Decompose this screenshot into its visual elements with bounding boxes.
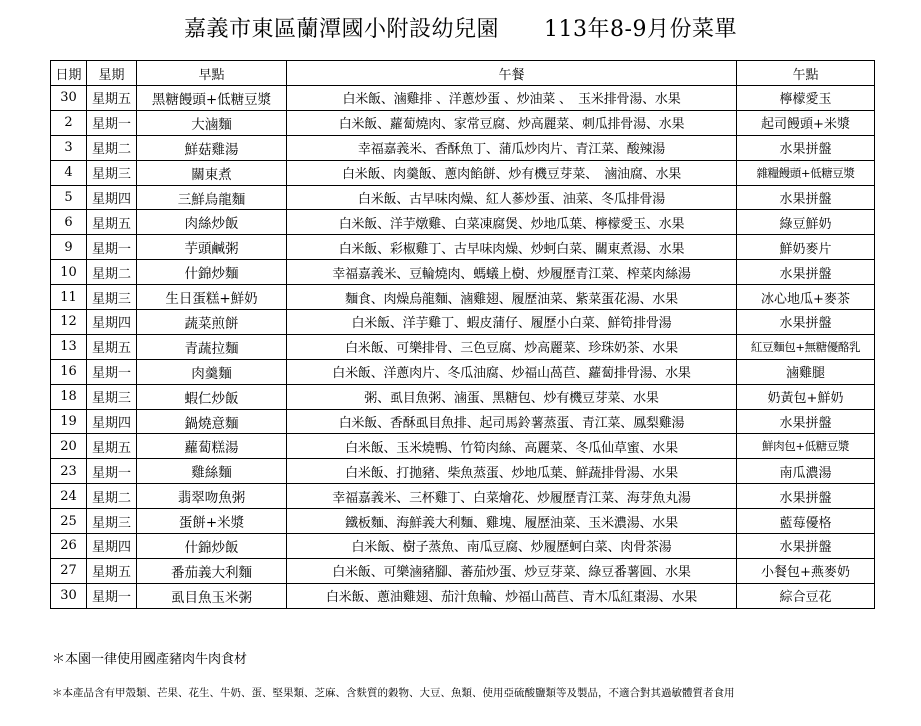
lunch-cell: 白米飯、古早味肉燥、紅人蔘炒蛋、油菜、冬瓜排骨湯 <box>287 185 737 210</box>
lunch-cell: 幸福嘉義米、香酥魚丁、蒲瓜炒肉片、青江菜、酸辣湯 <box>287 135 737 160</box>
snack-cell: 水果拼盤 <box>737 185 875 210</box>
breakfast-cell: 三鮮烏龍麵 <box>137 185 287 210</box>
table-row <box>51 210 875 235</box>
column-header-lunch: 午餐 <box>287 61 737 86</box>
breakfast-cell: 蘿蔔糕湯 <box>137 434 287 459</box>
snack-cell: 紅豆麵包+無糖優酪乳 <box>737 334 875 359</box>
snack-cell: 水果拼盤 <box>737 409 875 434</box>
table-row <box>51 534 875 559</box>
table-row <box>51 583 875 608</box>
weekday-cell: 星期三 <box>87 509 137 534</box>
table-row <box>51 310 875 335</box>
weekday-cell: 星期一 <box>87 359 137 384</box>
snack-cell: 水果拼盤 <box>737 484 875 509</box>
table-row <box>51 86 875 111</box>
table-row <box>51 409 875 434</box>
table-row <box>51 459 875 484</box>
page-title: 嘉義市東區蘭潭國小附設幼兒園 113年8-9月份菜單 <box>184 17 737 42</box>
snack-cell: 鮮奶麥片 <box>737 235 875 260</box>
weekday-cell: 星期四 <box>87 310 137 335</box>
snack-cell: 水果拼盤 <box>737 534 875 559</box>
weekday-cell: 星期四 <box>87 185 137 210</box>
table-row <box>51 160 875 185</box>
lunch-cell: 白米飯、香酥虱目魚排、起司馬鈴薯蒸蛋、青江菜、鳳梨雞湯 <box>287 409 737 434</box>
date-cell: 9 <box>51 235 87 260</box>
snack-cell: 南瓜濃湯 <box>737 459 875 484</box>
snack-cell: 冰心地瓜+麥茶 <box>737 285 875 310</box>
snack-cell: 鮮肉包+低糖豆漿 <box>737 434 875 459</box>
snack-cell: 藍莓優格 <box>737 509 875 534</box>
snack-cell: 綜合豆花 <box>737 583 875 608</box>
breakfast-cell: 生日蛋糕+鮮奶 <box>137 285 287 310</box>
weekday-cell: 星期五 <box>87 434 137 459</box>
date-cell: 11 <box>51 285 87 310</box>
lunch-cell: 幸福嘉義米、豆輪燒肉、螞蟻上樹、炒履歷青江菜、榨菜肉絲湯 <box>287 260 737 285</box>
lunch-cell: 白米飯、蘿蔔燒肉、家常豆腐、炒高麗菜、刺瓜排骨湯、水果 <box>287 110 737 135</box>
table-row <box>51 509 875 534</box>
lunch-cell: 幸福嘉義米、三杯雞丁、白菜燴花、炒履歷青江菜、海芽魚丸湯 <box>287 484 737 509</box>
snack-cell: 小餐包+燕麥奶 <box>737 558 875 583</box>
breakfast-cell: 青蔬拉麵 <box>137 334 287 359</box>
table-row <box>51 384 875 409</box>
snack-cell: 起司饅頭+米漿 <box>737 110 875 135</box>
breakfast-cell: 芋頭鹹粥 <box>137 235 287 260</box>
date-cell: 18 <box>51 384 87 409</box>
snack-cell: 檸檬愛玉 <box>737 86 875 111</box>
date-cell: 26 <box>51 534 87 559</box>
date-cell: 12 <box>51 310 87 335</box>
weekday-cell: 星期四 <box>87 409 137 434</box>
breakfast-cell: 翡翠吻魚粥 <box>137 484 287 509</box>
lunch-cell: 白米飯、洋芋燉雞、白菜凍腐煲、炒地瓜葉、檸檬愛玉、水果 <box>287 210 737 235</box>
lunch-cell: 白米飯、樹子蒸魚、南瓜豆腐、炒履歷蚵白菜、肉骨茶湯 <box>287 534 737 559</box>
meat-source-note: ＊本園一律使用國產豬肉牛肉食材 <box>52 652 248 667</box>
date-cell: 10 <box>51 260 87 285</box>
lunch-cell: 白米飯、洋蔥肉片、冬瓜油腐、炒福山萵苣、蘿蔔排骨湯、水果 <box>287 359 737 384</box>
date-cell: 16 <box>51 359 87 384</box>
snack-cell: 水果拼盤 <box>737 135 875 160</box>
weekday-cell: 星期二 <box>87 135 137 160</box>
allergen-note: ＊本產品含有甲殼類、芒果、花生、牛奶、蛋、堅果類、芝麻、含麩質的穀物、大豆、魚類、使用亞硫酸鹽類等及製品，不適合對其過敏體質者食用 <box>52 687 735 699</box>
breakfast-cell: 蛋餅+米漿 <box>137 509 287 534</box>
snack-cell: 水果拼盤 <box>737 260 875 285</box>
table-row <box>51 185 875 210</box>
breakfast-cell: 雞絲麵 <box>137 459 287 484</box>
breakfast-cell: 大滷麵 <box>137 110 287 135</box>
column-header-snack: 午點 <box>737 61 875 86</box>
date-cell: 3 <box>51 135 87 160</box>
snack-cell: 雜糧饅頭+低糖豆漿 <box>737 160 875 185</box>
weekday-cell: 星期一 <box>87 583 137 608</box>
lunch-cell: 鐵板麵、海鮮義大利麵、雞塊、履歷油菜、玉米濃湯、水果 <box>287 509 737 534</box>
lunch-cell: 粥、虱目魚粥、滷蛋、黑糖包、炒有機豆芽菜、水果 <box>287 384 737 409</box>
lunch-cell: 白米飯、洋芋雞丁、蝦皮蒲仔、履歷小白菜、鮮筍排骨湯 <box>287 310 737 335</box>
lunch-cell: 白米飯、打拋豬、柴魚蒸蛋、炒地瓜葉、鮮蔬排骨湯、水果 <box>287 459 737 484</box>
weekday-cell: 星期三 <box>87 384 137 409</box>
table-row <box>51 484 875 509</box>
date-cell: 19 <box>51 409 87 434</box>
lunch-cell: 白米飯、肉羹飯、蔥肉餡餅、炒有機豆芽菜、 滷油腐、水果 <box>287 160 737 185</box>
weekday-cell: 星期二 <box>87 484 137 509</box>
column-header-date: 日期 <box>51 61 87 86</box>
column-header-breakfast: 早點 <box>137 61 287 86</box>
breakfast-cell: 鍋燒意麵 <box>137 409 287 434</box>
breakfast-cell: 蝦仁炒飯 <box>137 384 287 409</box>
table-row <box>51 135 875 160</box>
weekday-cell: 星期五 <box>87 334 137 359</box>
weekday-cell: 星期三 <box>87 285 137 310</box>
weekday-cell: 星期一 <box>87 459 137 484</box>
breakfast-cell: 肉絲炒飯 <box>137 210 287 235</box>
date-cell: 23 <box>51 459 87 484</box>
weekday-cell: 星期五 <box>87 210 137 235</box>
breakfast-cell: 鮮菇雞湯 <box>137 135 287 160</box>
weekday-cell: 星期二 <box>87 260 137 285</box>
lunch-cell: 白米飯、彩椒雞丁、古早味肉燥、炒蚵白菜、關東煮湯、水果 <box>287 235 737 260</box>
snack-cell: 奶黃包+鮮奶 <box>737 384 875 409</box>
breakfast-cell: 肉羹麵 <box>137 359 287 384</box>
table-row <box>51 285 875 310</box>
table-row <box>51 110 875 135</box>
date-cell: 25 <box>51 509 87 534</box>
lunch-cell: 白米飯、可樂滷豬腳、蕃茄炒蛋、炒豆芽菜、綠豆番薯圓、水果 <box>287 558 737 583</box>
lunch-cell: 白米飯、滷雞排 、洋蔥炒蛋 、炒油菜 、 玉米排骨湯、水果 <box>287 86 737 111</box>
breakfast-cell: 黑糖饅頭+低糖豆漿 <box>137 86 287 111</box>
header-row <box>51 61 875 86</box>
weekday-cell: 星期四 <box>87 534 137 559</box>
snack-cell: 綠豆鮮奶 <box>737 210 875 235</box>
date-cell: 2 <box>51 110 87 135</box>
date-cell: 20 <box>51 434 87 459</box>
breakfast-cell: 虱目魚玉米粥 <box>137 583 287 608</box>
weekday-cell: 星期一 <box>87 235 137 260</box>
table-row <box>51 260 875 285</box>
breakfast-cell: 什錦炒飯 <box>137 534 287 559</box>
date-cell: 24 <box>51 484 87 509</box>
snack-cell: 水果拼盤 <box>737 310 875 335</box>
breakfast-cell: 番茄義大利麵 <box>137 558 287 583</box>
weekday-cell: 星期三 <box>87 160 137 185</box>
snack-cell: 滷雞腿 <box>737 359 875 384</box>
date-cell: 30 <box>51 86 87 111</box>
breakfast-cell: 關東煮 <box>137 160 287 185</box>
menu-table <box>50 60 875 609</box>
date-cell: 27 <box>51 558 87 583</box>
weekday-cell: 星期五 <box>87 558 137 583</box>
breakfast-cell: 蔬菜煎餅 <box>137 310 287 335</box>
lunch-cell: 白米飯、可樂排骨、三色豆腐、炒高麗菜、珍珠奶茶、水果 <box>287 334 737 359</box>
table-row <box>51 235 875 260</box>
lunch-cell: 白米飯、蔥油雞翅、茄汁魚輪、炒福山萵苣、青木瓜紅棗湯、水果 <box>287 583 737 608</box>
breakfast-cell: 什錦炒麵 <box>137 260 287 285</box>
table-row <box>51 434 875 459</box>
weekday-cell: 星期五 <box>87 86 137 111</box>
column-header-day: 星期 <box>87 61 137 86</box>
lunch-cell: 麵食、肉燥烏龍麵、滷雞翅、履歷油菜、紫菜蛋花湯、水果 <box>287 285 737 310</box>
table-row <box>51 334 875 359</box>
lunch-cell: 白米飯、玉米燒鴨、竹筍肉絲、高麗菜、冬瓜仙草蜜、水果 <box>287 434 737 459</box>
date-cell: 13 <box>51 334 87 359</box>
date-cell: 30 <box>51 583 87 608</box>
date-cell: 4 <box>51 160 87 185</box>
date-cell: 6 <box>51 210 87 235</box>
menu-body <box>51 86 875 609</box>
table-row <box>51 558 875 583</box>
date-cell: 5 <box>51 185 87 210</box>
table-row <box>51 359 875 384</box>
weekday-cell: 星期一 <box>87 110 137 135</box>
